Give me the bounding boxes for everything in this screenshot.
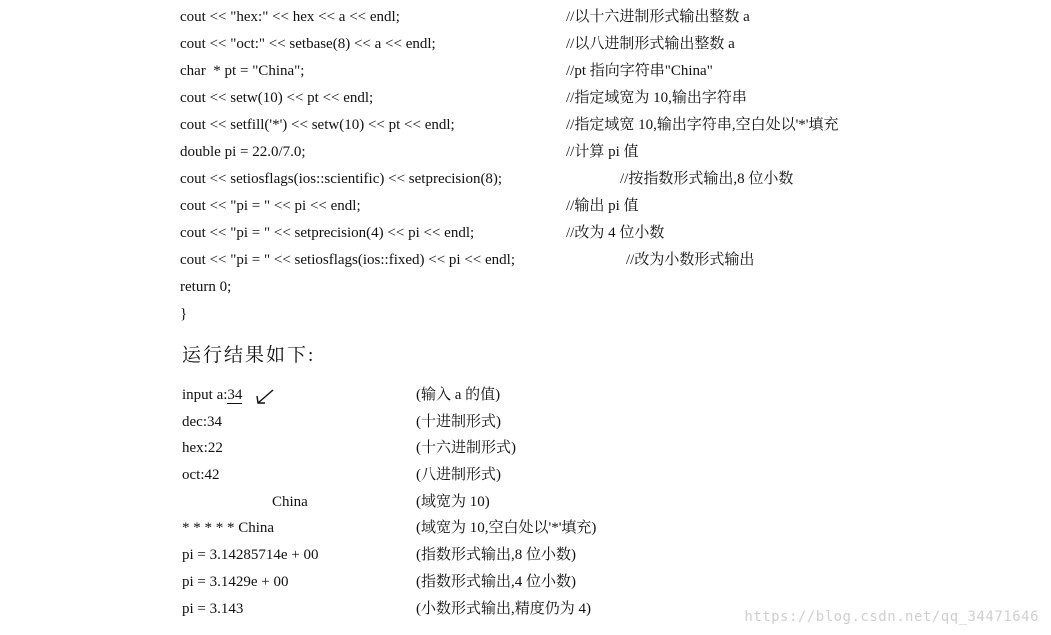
code-line: [180, 301, 1050, 328]
output-line: [182, 462, 882, 489]
code-line: [180, 31, 1050, 58]
code-comment: //输出 pi 值: [566, 198, 639, 214]
code-comment: //按指数形式输出,8 位小数: [620, 171, 794, 187]
result-heading: 运行结果如下:: [182, 345, 316, 366]
output-line: [182, 542, 882, 569]
code-line: [180, 166, 1050, 193]
output-value: China: [272, 493, 308, 510]
code-text: char * pt = "China";: [180, 63, 305, 79]
output-note: (指数形式输出,4 位小数): [416, 573, 576, 590]
output-note: (域宽为 10): [416, 493, 490, 510]
output-note: (十进制形式): [416, 413, 501, 430]
output-value: [182, 382, 242, 409]
code-line: [180, 58, 1050, 85]
code-text: cout << setiosflags(ios::scientific) << setprecision(8);: [180, 171, 503, 187]
code-comment: //改为 4 位小数: [566, 225, 665, 241]
output-value: pi = 3.1429e + 00: [182, 573, 289, 590]
watermark: https://blog.csdn.net/qq_34471646: [744, 609, 1039, 625]
output-line: [182, 409, 882, 436]
code-text: return 0;: [180, 279, 232, 295]
enter-arrow-icon: [254, 388, 276, 408]
code-text: cout << setfill('*') << setw(10) << pt << endl;: [180, 117, 455, 133]
output-value: * * * * * China: [182, 520, 275, 537]
output-note: (指数形式输出,8 位小数): [416, 547, 576, 564]
code-text: }: [180, 306, 188, 322]
output-value: pi = 3.14285714e + 00: [182, 547, 319, 564]
code-line: [180, 220, 1050, 247]
output-value: dec:34: [182, 413, 222, 430]
code-line: [180, 4, 1050, 31]
output-listing: [182, 382, 882, 622]
code-line: [180, 247, 1050, 274]
code-text: cout << "pi = " << setiosflags(ios::fixed) << pi << endl;: [180, 252, 516, 268]
code-comment: //指定域宽为 10,输出字符串: [566, 90, 747, 106]
output-line: [182, 382, 882, 409]
user-input-value: 34: [227, 387, 243, 403]
code-comment: //改为小数形式输出: [626, 252, 755, 268]
output-note: (小数形式输出,精度仍为 4): [416, 600, 591, 617]
output-note: (输入 a 的值): [416, 387, 501, 403]
output-prompt: input a:: [182, 387, 228, 403]
code-text: cout << "oct:" << setbase(8) << a << endl;: [180, 36, 436, 52]
code-text: cout << setw(10) << pt << endl;: [180, 90, 374, 106]
output-note: (域宽为 10,空白处以'*'填充): [416, 520, 597, 537]
output-value: hex:22: [182, 440, 223, 457]
code-text: cout << "pi = " << setprecision(4) << pi << endl;: [180, 225, 475, 241]
output-line: [182, 435, 882, 462]
code-line: [180, 139, 1050, 166]
output-value: oct:42: [182, 467, 220, 484]
code-comment: //以八进制形式输出整数 a: [566, 36, 735, 52]
output-line: [182, 489, 882, 516]
code-line: [180, 274, 1050, 301]
code-comment: //pt 指向字符串"China": [566, 63, 713, 79]
code-listing: [180, 4, 1050, 328]
code-comment: //以十六进制形式输出整数 a: [566, 9, 750, 25]
output-note: (八进制形式): [416, 467, 501, 484]
code-line: [180, 85, 1050, 112]
code-text: cout << "pi = " << pi << endl;: [180, 198, 361, 214]
output-line: [182, 569, 882, 596]
output-note: (十六进制形式): [416, 440, 516, 457]
output-line: [182, 515, 882, 542]
code-line: [180, 112, 1050, 139]
code-line: [180, 193, 1050, 220]
code-text: cout << "hex:" << hex << a << endl;: [180, 9, 400, 25]
code-text: double pi = 22.0/7.0;: [180, 144, 306, 160]
code-comment: //计算 pi 值: [566, 144, 639, 160]
code-comment: //指定域宽 10,输出字符串,空白处以'*'填充: [566, 117, 839, 133]
output-value: pi = 3.143: [182, 600, 244, 617]
